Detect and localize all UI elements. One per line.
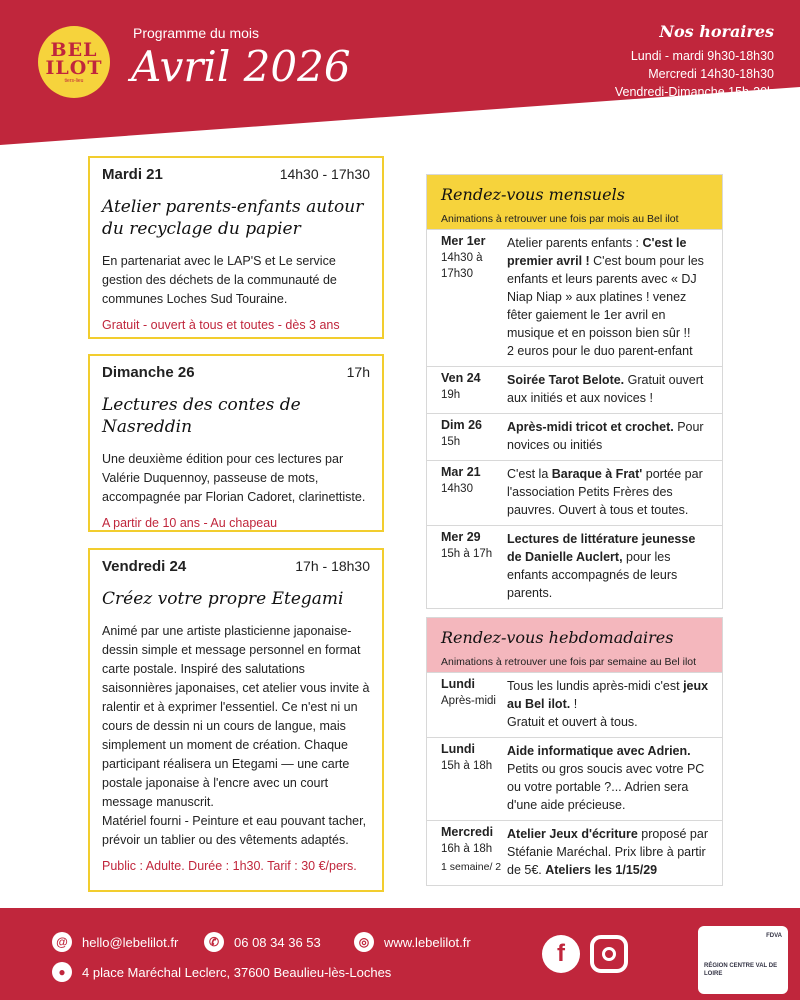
logo-sub: tiers-lieu <box>64 77 84 84</box>
event-footer: A partir de 10 ans - Au chapeau <box>102 516 278 530</box>
address-text: 4 place Maréchal Leclerc, 37600 Beaulieu-lès-Loches <box>82 964 392 980</box>
event-title: Atelier parents-enfants autour du recyclage du papier <box>102 197 364 239</box>
item-text: Lectures de littérature jeunesse de Danielle Auclert, pour les enfants accompagnés de leurs parents. <box>507 532 696 600</box>
item-text: Aide informatique avec Adrien. Petits ou gros soucis avec votre PC ou votre portable ?... Adrien sera d'une aide précieuse. <box>507 744 705 812</box>
item-day: Dim 26 <box>441 418 482 432</box>
item-text: Soirée Tarot Belote. Gratuit ouvert aux initiés et aux novices ! <box>507 373 704 405</box>
item-time: 19h <box>441 389 461 401</box>
list-item <box>427 525 722 608</box>
bel-ilot-logo <box>38 26 110 98</box>
monthly-title: Rendez-vous mensuels <box>441 185 625 204</box>
event-footer: Public : Adulte. Durée : 1h30. Tarif : 30 €/pers. <box>102 859 357 873</box>
weekly-title: Rendez-vous hebdomadaires <box>441 628 674 647</box>
item-day: Mer 29 <box>441 530 481 544</box>
partner-fdva: FDVA <box>766 933 782 939</box>
partner-region: RÉGION CENTRE VAL DE LOIRE <box>704 963 778 977</box>
item-text: Atelier parents enfants : C'est le premier avril ! C'est boum pour les enfants et leurs parents avec « DJ Niap Niap » aux platines ! venez fêter gaiement le 1er avril en musique et en poisson bien sûr !! 2 euros pour le duo parent-enfant <box>507 236 704 358</box>
page-title: Avril 2026 <box>131 42 351 91</box>
weekly-box <box>426 617 723 886</box>
event-time: 17h - 18h30 <box>295 558 370 574</box>
event-description: Animé par une artiste plasticienne japonaise- dessin simple et message personnel en format carte postale. Inspiré des salutations saisonnières japonaises, cet atelier vous invite à ralentir et à exprimer l'essentiel. Ce n'est ni un cours de dessin ni un cours de langue, mais simplement un moment de création. Chaque participant réalisera un Etegami — une carte postale japonaise à l'encre avec un court message manuscrit. <box>102 624 370 809</box>
website-link[interactable]: www.lebelilot.fr <box>384 934 471 950</box>
event-day: Dimanche 26 <box>102 364 195 381</box>
event-day: Mardi 21 <box>102 166 163 183</box>
phone-number[interactable]: 06 08 34 36 53 <box>234 934 321 950</box>
page-subtitle: Programme du mois <box>133 25 260 41</box>
phone-contact[interactable] <box>204 932 321 952</box>
hours-line: Vendredi-Dimanche 15h-20h <box>614 85 774 99</box>
logo-line-1: BEL <box>50 38 98 61</box>
instagram-icon[interactable] <box>590 935 628 973</box>
email-icon: @ <box>52 932 72 952</box>
monthly-box <box>426 174 723 609</box>
event-description: Une deuxième édition pour ces lectures par Valérie Duquennoy, passeuse de mots, accompagnée par Florian Cadoret, clarinettiste. <box>102 452 366 504</box>
hours-line: Lundi - mardi 9h30-18h30 <box>630 49 774 63</box>
list-item <box>427 672 722 737</box>
event-title: Lectures des contes de Nasreddin <box>102 395 301 437</box>
item-day: Mer 1er <box>441 234 486 248</box>
item-day: Lundi <box>441 742 476 756</box>
list-item <box>427 366 722 413</box>
weekly-header <box>427 618 722 672</box>
email-contact[interactable] <box>52 932 178 952</box>
globe-icon: ◎ <box>354 932 374 952</box>
event-title: Créez votre propre Etegami <box>102 589 344 609</box>
hours-line: Mercredi 14h30-18h30 <box>648 67 774 81</box>
item-day: Mar 21 <box>441 465 481 479</box>
item-text: Tous les lundis après-midi c'est jeux au Bel ilot. ! Gratuit et ouvert à tous. <box>507 679 709 729</box>
hours-title: Nos horaires <box>659 22 774 41</box>
item-frequency: 1 semaine/ 2 <box>441 861 502 873</box>
list-item <box>427 460 722 525</box>
item-text: Atelier Jeux d'écriture proposé par Stéfanie Maréchal. Prix libre à partir de 5€. Ateliers les 1/15/29 <box>507 827 708 877</box>
partner-logos <box>698 926 788 994</box>
footer-band <box>0 908 800 1000</box>
list-item <box>427 820 722 885</box>
item-time: 15h à 17h <box>441 548 493 560</box>
website-contact[interactable] <box>354 932 471 952</box>
item-day: Ven 24 <box>441 371 481 385</box>
event-time: 14h30 - 17h30 <box>279 166 370 182</box>
event-card <box>88 354 384 532</box>
address <box>52 962 391 982</box>
item-time: 14h30 à 17h30 <box>441 252 483 280</box>
item-time: 15h <box>441 436 461 448</box>
item-text: Après-midi tricot et crochet. Pour novices ou initiés <box>507 420 704 452</box>
opening-hours <box>615 22 774 101</box>
item-time: 14h30 <box>441 483 473 495</box>
event-card <box>88 548 384 892</box>
event-footer: Gratuit - ouvert à tous et toutes - dès 3 ans <box>102 318 340 332</box>
location-icon: ● <box>52 962 72 982</box>
event-materials: Matériel fourni - Peinture et eau pouvant tacher, prévoir un tablier ou des vêtements adaptés. <box>102 814 367 847</box>
monthly-subtitle: Animations à retrouver une fois par mois au Bel ilot <box>441 213 679 225</box>
list-item <box>427 413 722 460</box>
item-time: 15h à 18h <box>441 760 493 772</box>
event-time: 17h <box>346 364 370 380</box>
list-item <box>427 737 722 820</box>
item-text: C'est la Baraque à Frat' portée par l'association Petits Frères des pauvres. Ouvert à tous et toutes. <box>507 467 703 517</box>
monthly-header <box>427 175 722 229</box>
weekly-subtitle: Animations à retrouver une fois par semaine au Bel ilot <box>441 656 697 668</box>
phone-icon: ✆ <box>204 932 224 952</box>
facebook-icon[interactable]: f <box>542 935 580 973</box>
item-day: Mercredi <box>441 825 494 839</box>
list-item <box>427 229 722 366</box>
event-description: En partenariat avec le LAP'S et Le service gestion des déchets de la communauté de communes Loches Sud Touraine. <box>102 254 337 306</box>
email-link[interactable]: hello@lebelilot.fr <box>82 934 179 950</box>
item-time: 16h à 18h <box>441 843 493 855</box>
logo-line-2: ILOT <box>45 56 103 79</box>
event-card <box>88 156 384 339</box>
item-time: Après-midi <box>441 695 496 707</box>
item-day: Lundi <box>441 677 476 691</box>
event-day: Vendredi 24 <box>102 558 187 575</box>
